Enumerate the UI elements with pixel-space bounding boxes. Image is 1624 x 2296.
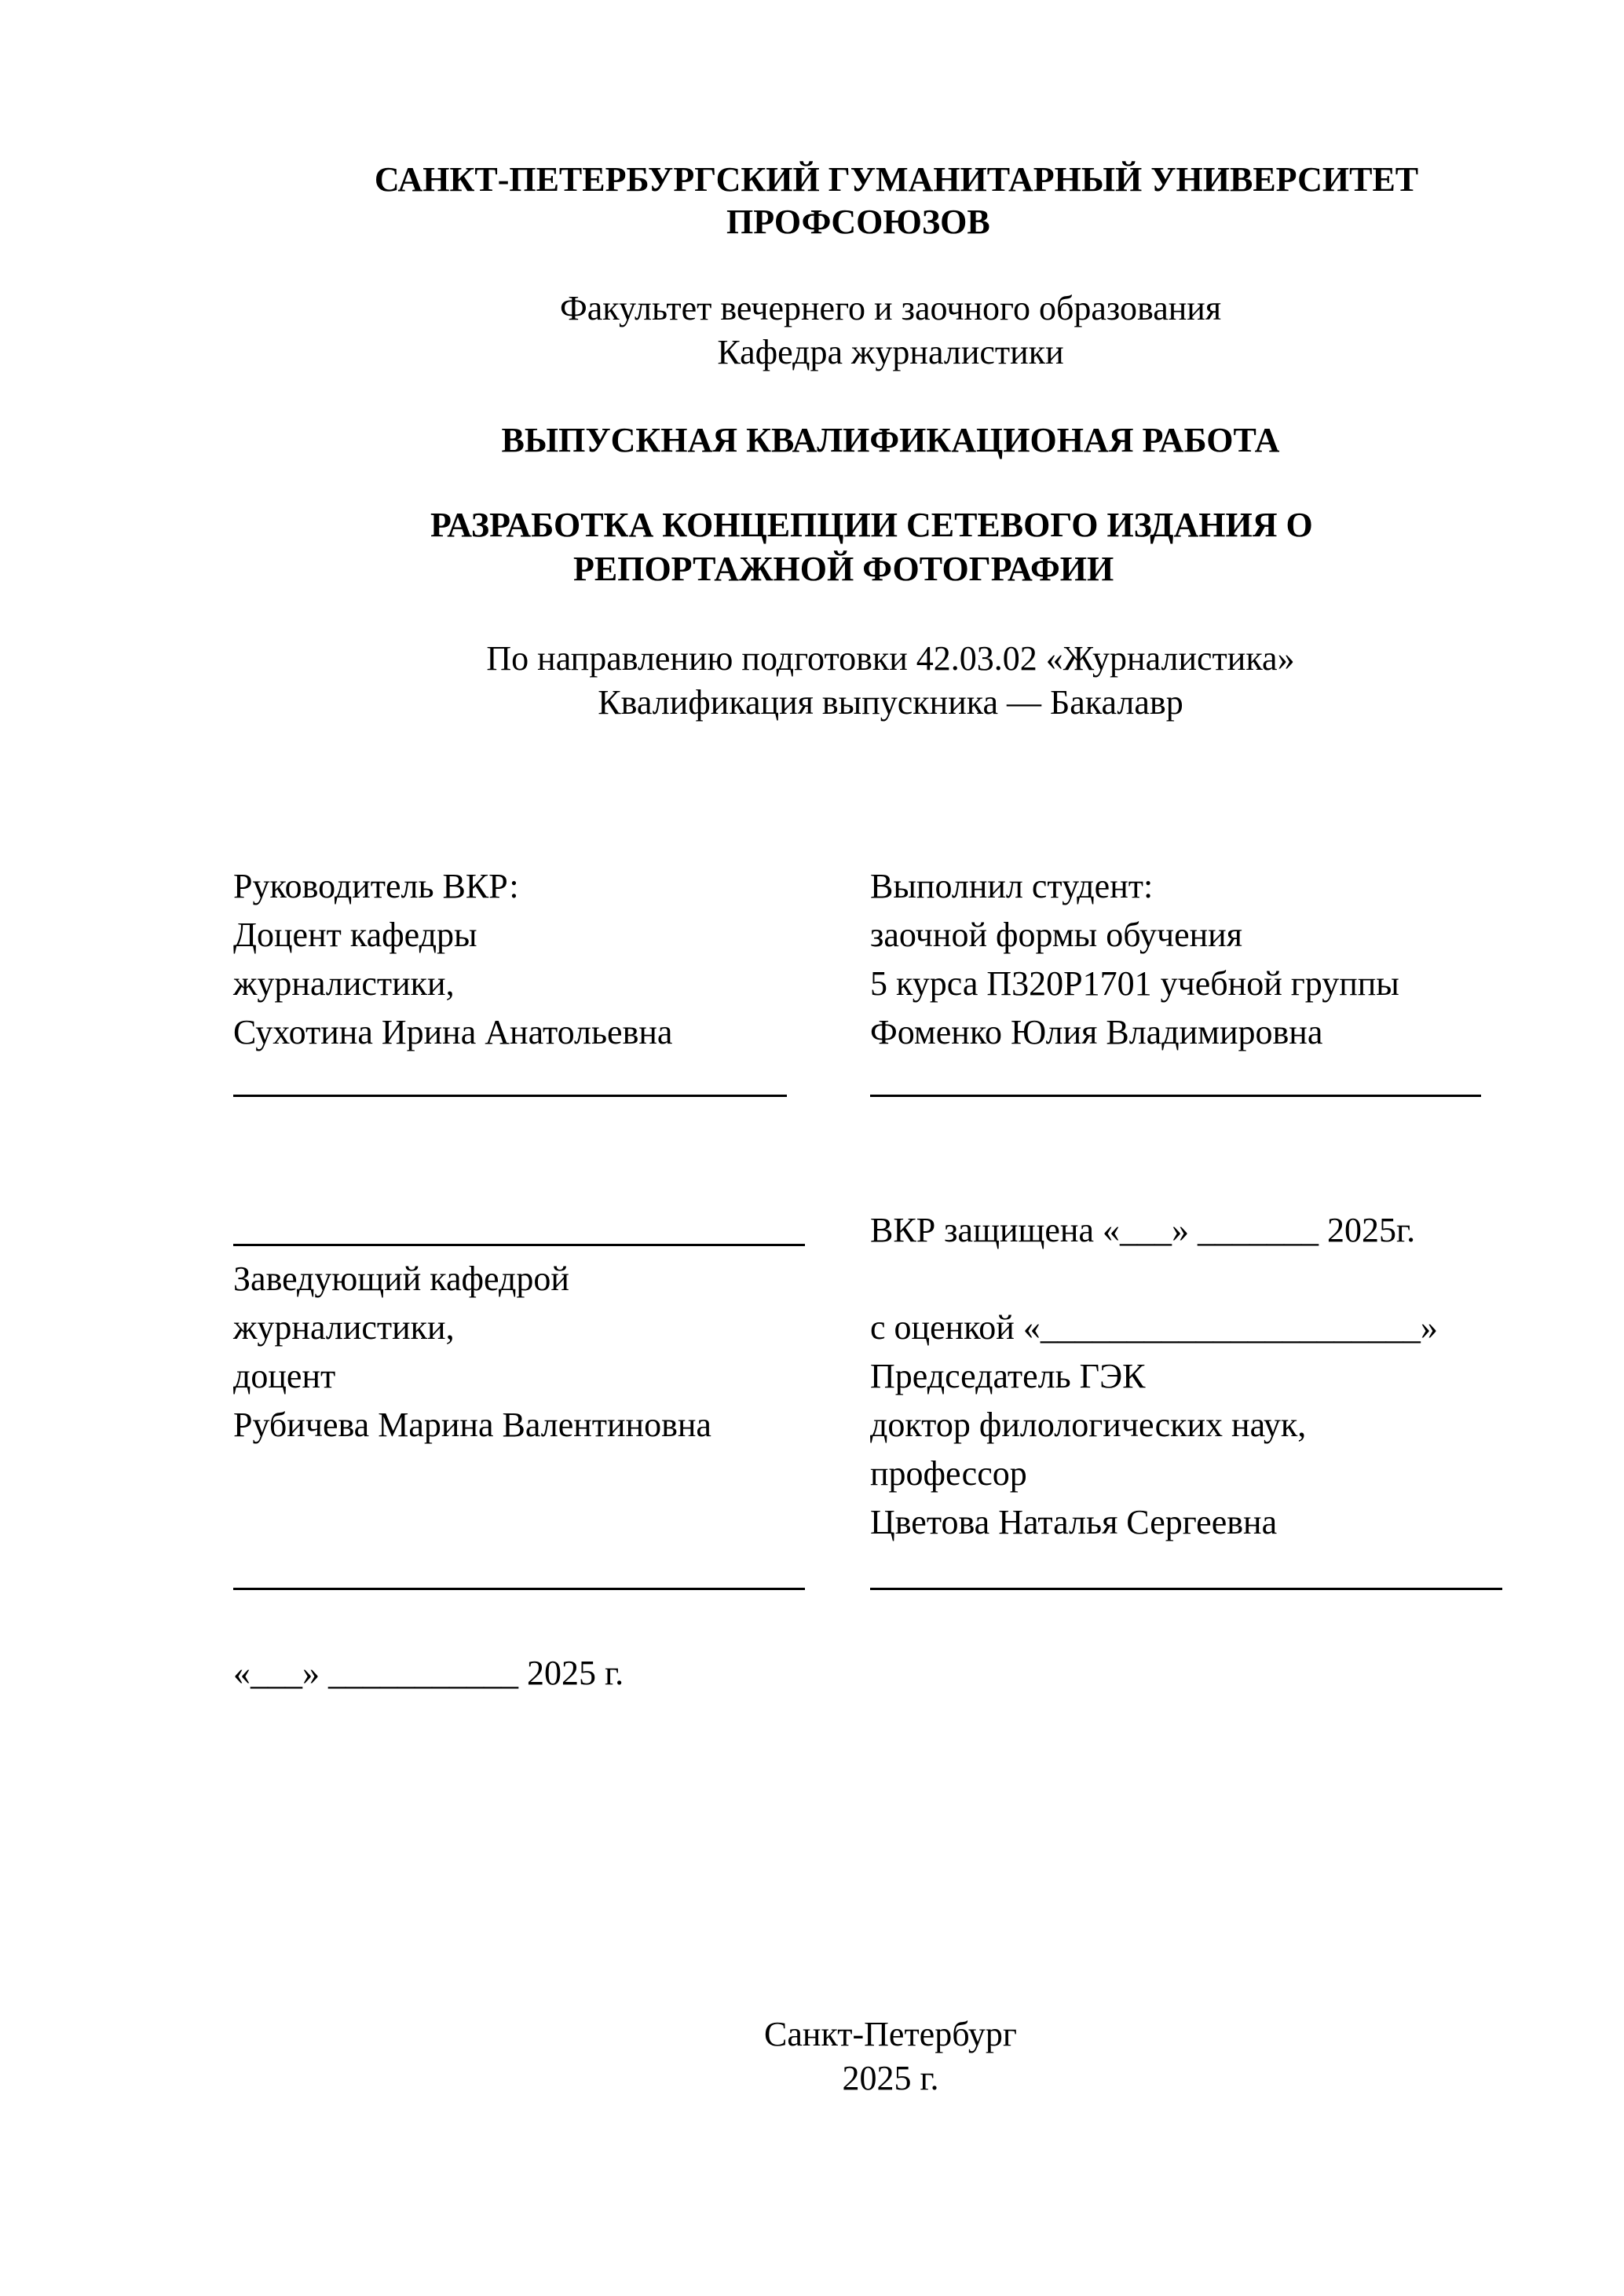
chair-label: Председатель ГЭК [870, 1357, 1146, 1395]
work-title-line2: РЕПОРТАЖНОЙ ФОТОГРАФИИ [573, 550, 1114, 588]
work-title-line1: РАЗРАБОТКА КОНЦЕПЦИИ СЕТЕВОГО ИЗДАНИЯ О [430, 506, 1313, 544]
qualification: Квалификация выпускника — Бакалавр [598, 683, 1183, 722]
head-title-line1: Заведующий кафедрой [233, 1260, 569, 1298]
city: Санкт-Петербург [764, 2015, 1017, 2053]
university-name-line1: САНКТ-ПЕТЕРБУРГСКИЙ ГУМАНИТАРНЫЙ УНИВЕРСИТЕТ [374, 160, 1419, 199]
defense-date[interactable]: ВКР защищена «___» _______ 2025г. [870, 1211, 1416, 1249]
head-signature-date[interactable]: «___» ___________ 2025 г. [233, 1654, 624, 1692]
department-name: Кафедра журналистики [717, 333, 1064, 371]
study-direction: По направлению подготовки 42.03.02 «Журналистика» [486, 639, 1295, 678]
head-signature-line-bottom[interactable] [233, 1588, 805, 1590]
head-name: Рубичева Марина Валентиновна [233, 1406, 711, 1444]
supervisor-position-line1: Доцент кафедры [233, 916, 477, 954]
head-signature-line-top[interactable] [233, 1244, 805, 1246]
chair-signature-line[interactable] [870, 1588, 1502, 1590]
student-signature-line[interactable] [870, 1095, 1481, 1097]
university-name-line2: ПРОФСОЮЗОВ [726, 203, 990, 241]
head-rank: доцент [233, 1357, 336, 1395]
supervisor-name: Сухотина Ирина Анатольевна [233, 1013, 673, 1051]
supervisor-position-line2: журналистики, [233, 964, 455, 1003]
defense-grade[interactable]: с оценкой «______________________» [870, 1308, 1438, 1347]
chair-degree: доктор филологических наук, [870, 1406, 1307, 1444]
chair-name: Цветова Наталья Сергеевна [870, 1503, 1278, 1541]
supervisor-signature-line[interactable] [233, 1095, 787, 1097]
student-group: 5 курса П320Р1701 учебной группы [870, 964, 1399, 1003]
student-label: Выполнил студент: [870, 867, 1154, 905]
student-name: Фоменко Юлия Владимировна [870, 1013, 1323, 1051]
student-study-form: заочной формы обучения [870, 916, 1242, 954]
year: 2025 г. [842, 2059, 939, 2097]
head-title-line2: журналистики, [233, 1308, 455, 1347]
work-type: ВЫПУСКНАЯ КВАЛИФИКАЦИОНАЯ РАБОТА [501, 421, 1280, 459]
supervisor-label: Руководитель ВКР: [233, 867, 519, 905]
chair-rank: профессор [870, 1454, 1027, 1493]
faculty-name: Факультет вечернего и заочного образования [559, 289, 1222, 327]
